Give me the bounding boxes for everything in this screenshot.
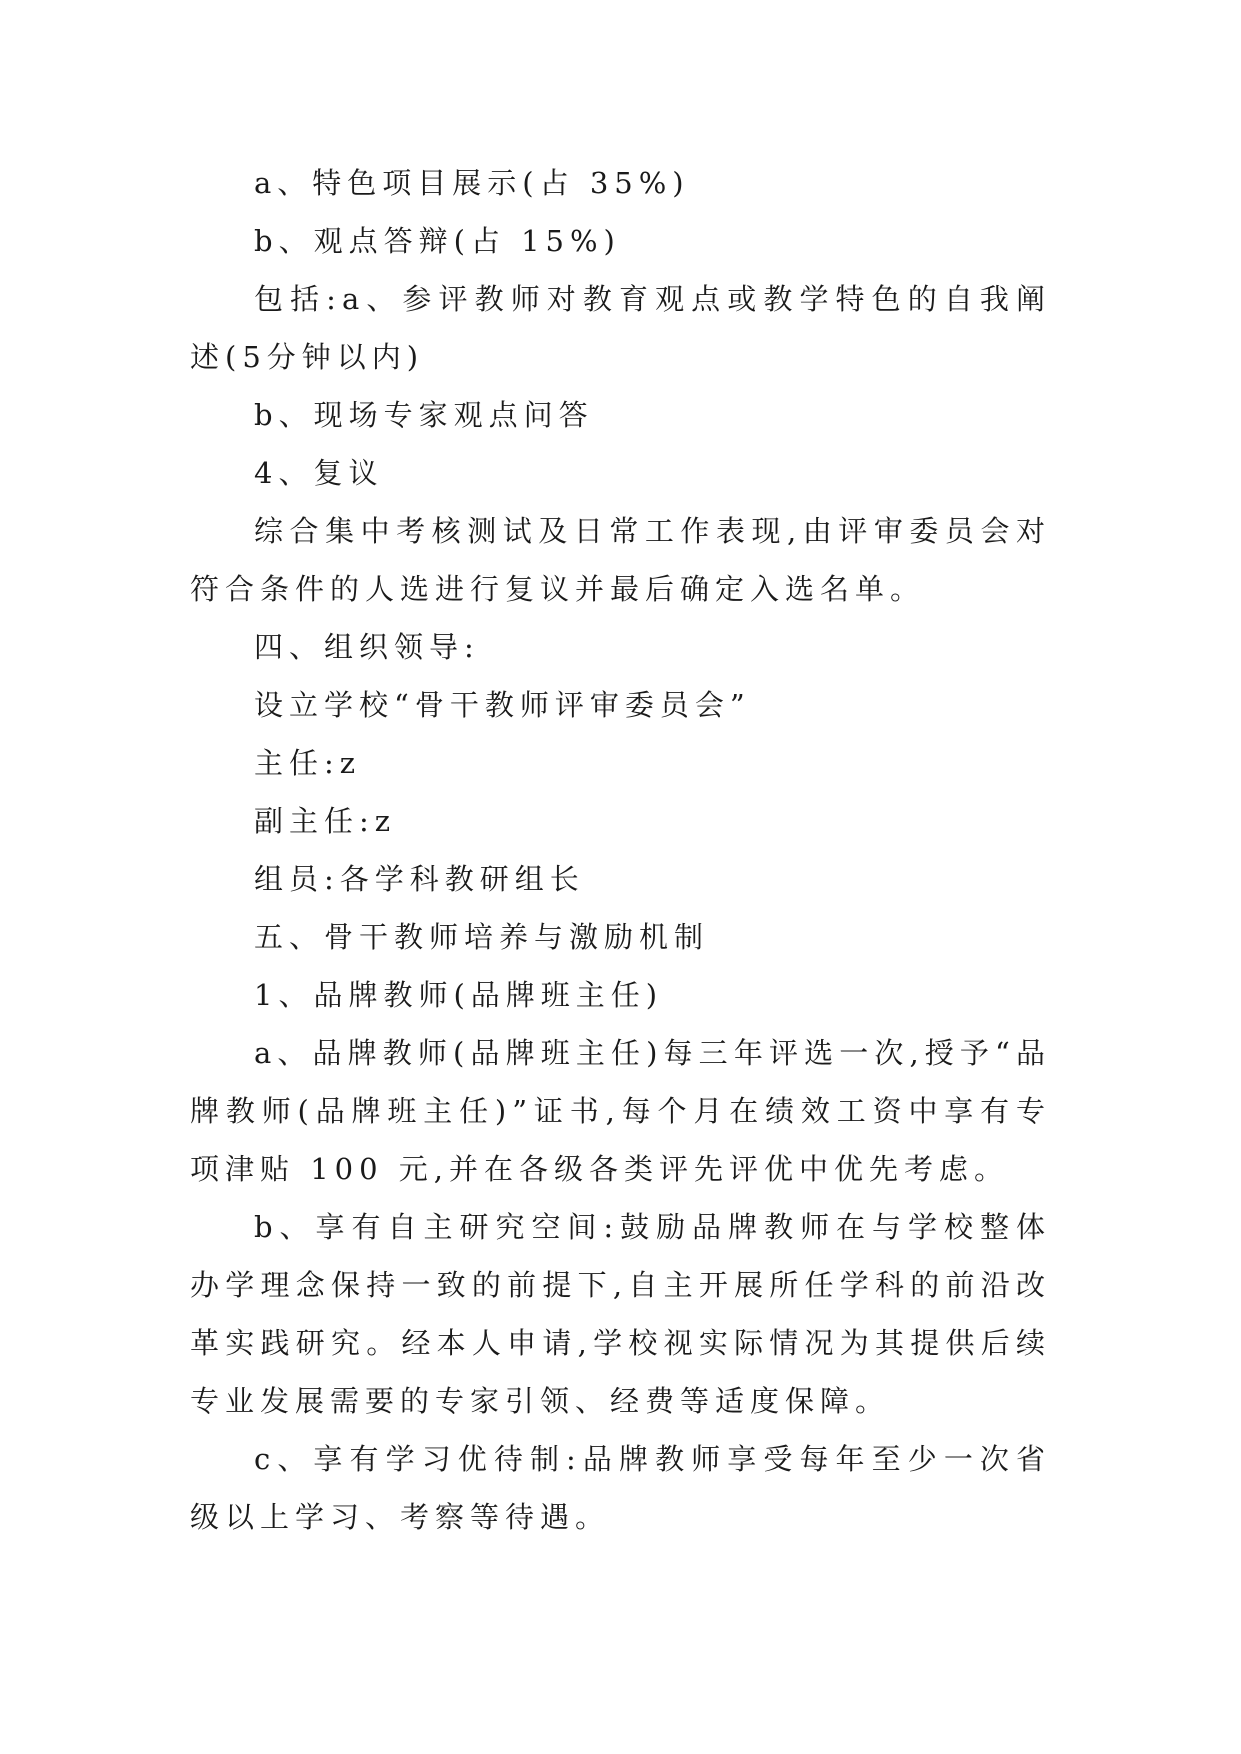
paragraph-committee: 设立学校“骨干教师评审委员会” bbox=[254, 688, 751, 722]
paragraph-item-a-feature-display: a、特色项目展示(占 35%) bbox=[254, 166, 690, 200]
paragraph-review-process: 综合集中考核测试及日常工作表现,由评审委员会对符合条件的人选进行复议并最后确定入选名单。 bbox=[190, 514, 1051, 606]
section-heading-training-incentives: 五、骨干教师培养与激励机制 bbox=[254, 920, 710, 954]
paragraph-brand-teacher-selection: a、品牌教师(品牌班主任)每三年评选一次,授予“品牌教师(品牌班主任)”证书,每个月在绩效工资中享有专项津贴 100 元,并在各级各类评先评优中优先考虑。 bbox=[190, 1036, 1051, 1186]
subsection-heading-brand-teacher: 1、品牌教师(品牌班主任) bbox=[254, 978, 664, 1012]
paragraph-deputy-director: 副主任:z bbox=[254, 804, 397, 838]
paragraph-members: 组员:各学科教研组长 bbox=[254, 862, 585, 896]
paragraph-expert-qa: b、现场专家观点问答 bbox=[254, 398, 594, 432]
section-heading-review: 4、复议 bbox=[254, 456, 384, 490]
paragraph-director: 主任:z bbox=[254, 746, 362, 780]
paragraph-research-space: b、享有自主研究空间:鼓励品牌教师在与学校整体办学理念保持一致的前提下,自主开展所任学科的前沿改革实践研究。经本人申请,学校视实际情况为其提供后续专业发展需要的专家引领、经费等适度保障。 bbox=[190, 1210, 1051, 1418]
paragraph-item-b-viewpoint-defense: b、观点答辩(占 15%) bbox=[254, 224, 621, 258]
section-heading-organization: 四、组织领导: bbox=[254, 630, 480, 664]
paragraph-study-benefits: c、享有学习优待制:品牌教师享受每年至少一次省级以上学习、考察等待遇。 bbox=[190, 1442, 1051, 1534]
paragraph-includes: 包括:a、参评教师对教育观点或教学特色的自我阐述(5分钟以内) bbox=[190, 282, 1051, 374]
